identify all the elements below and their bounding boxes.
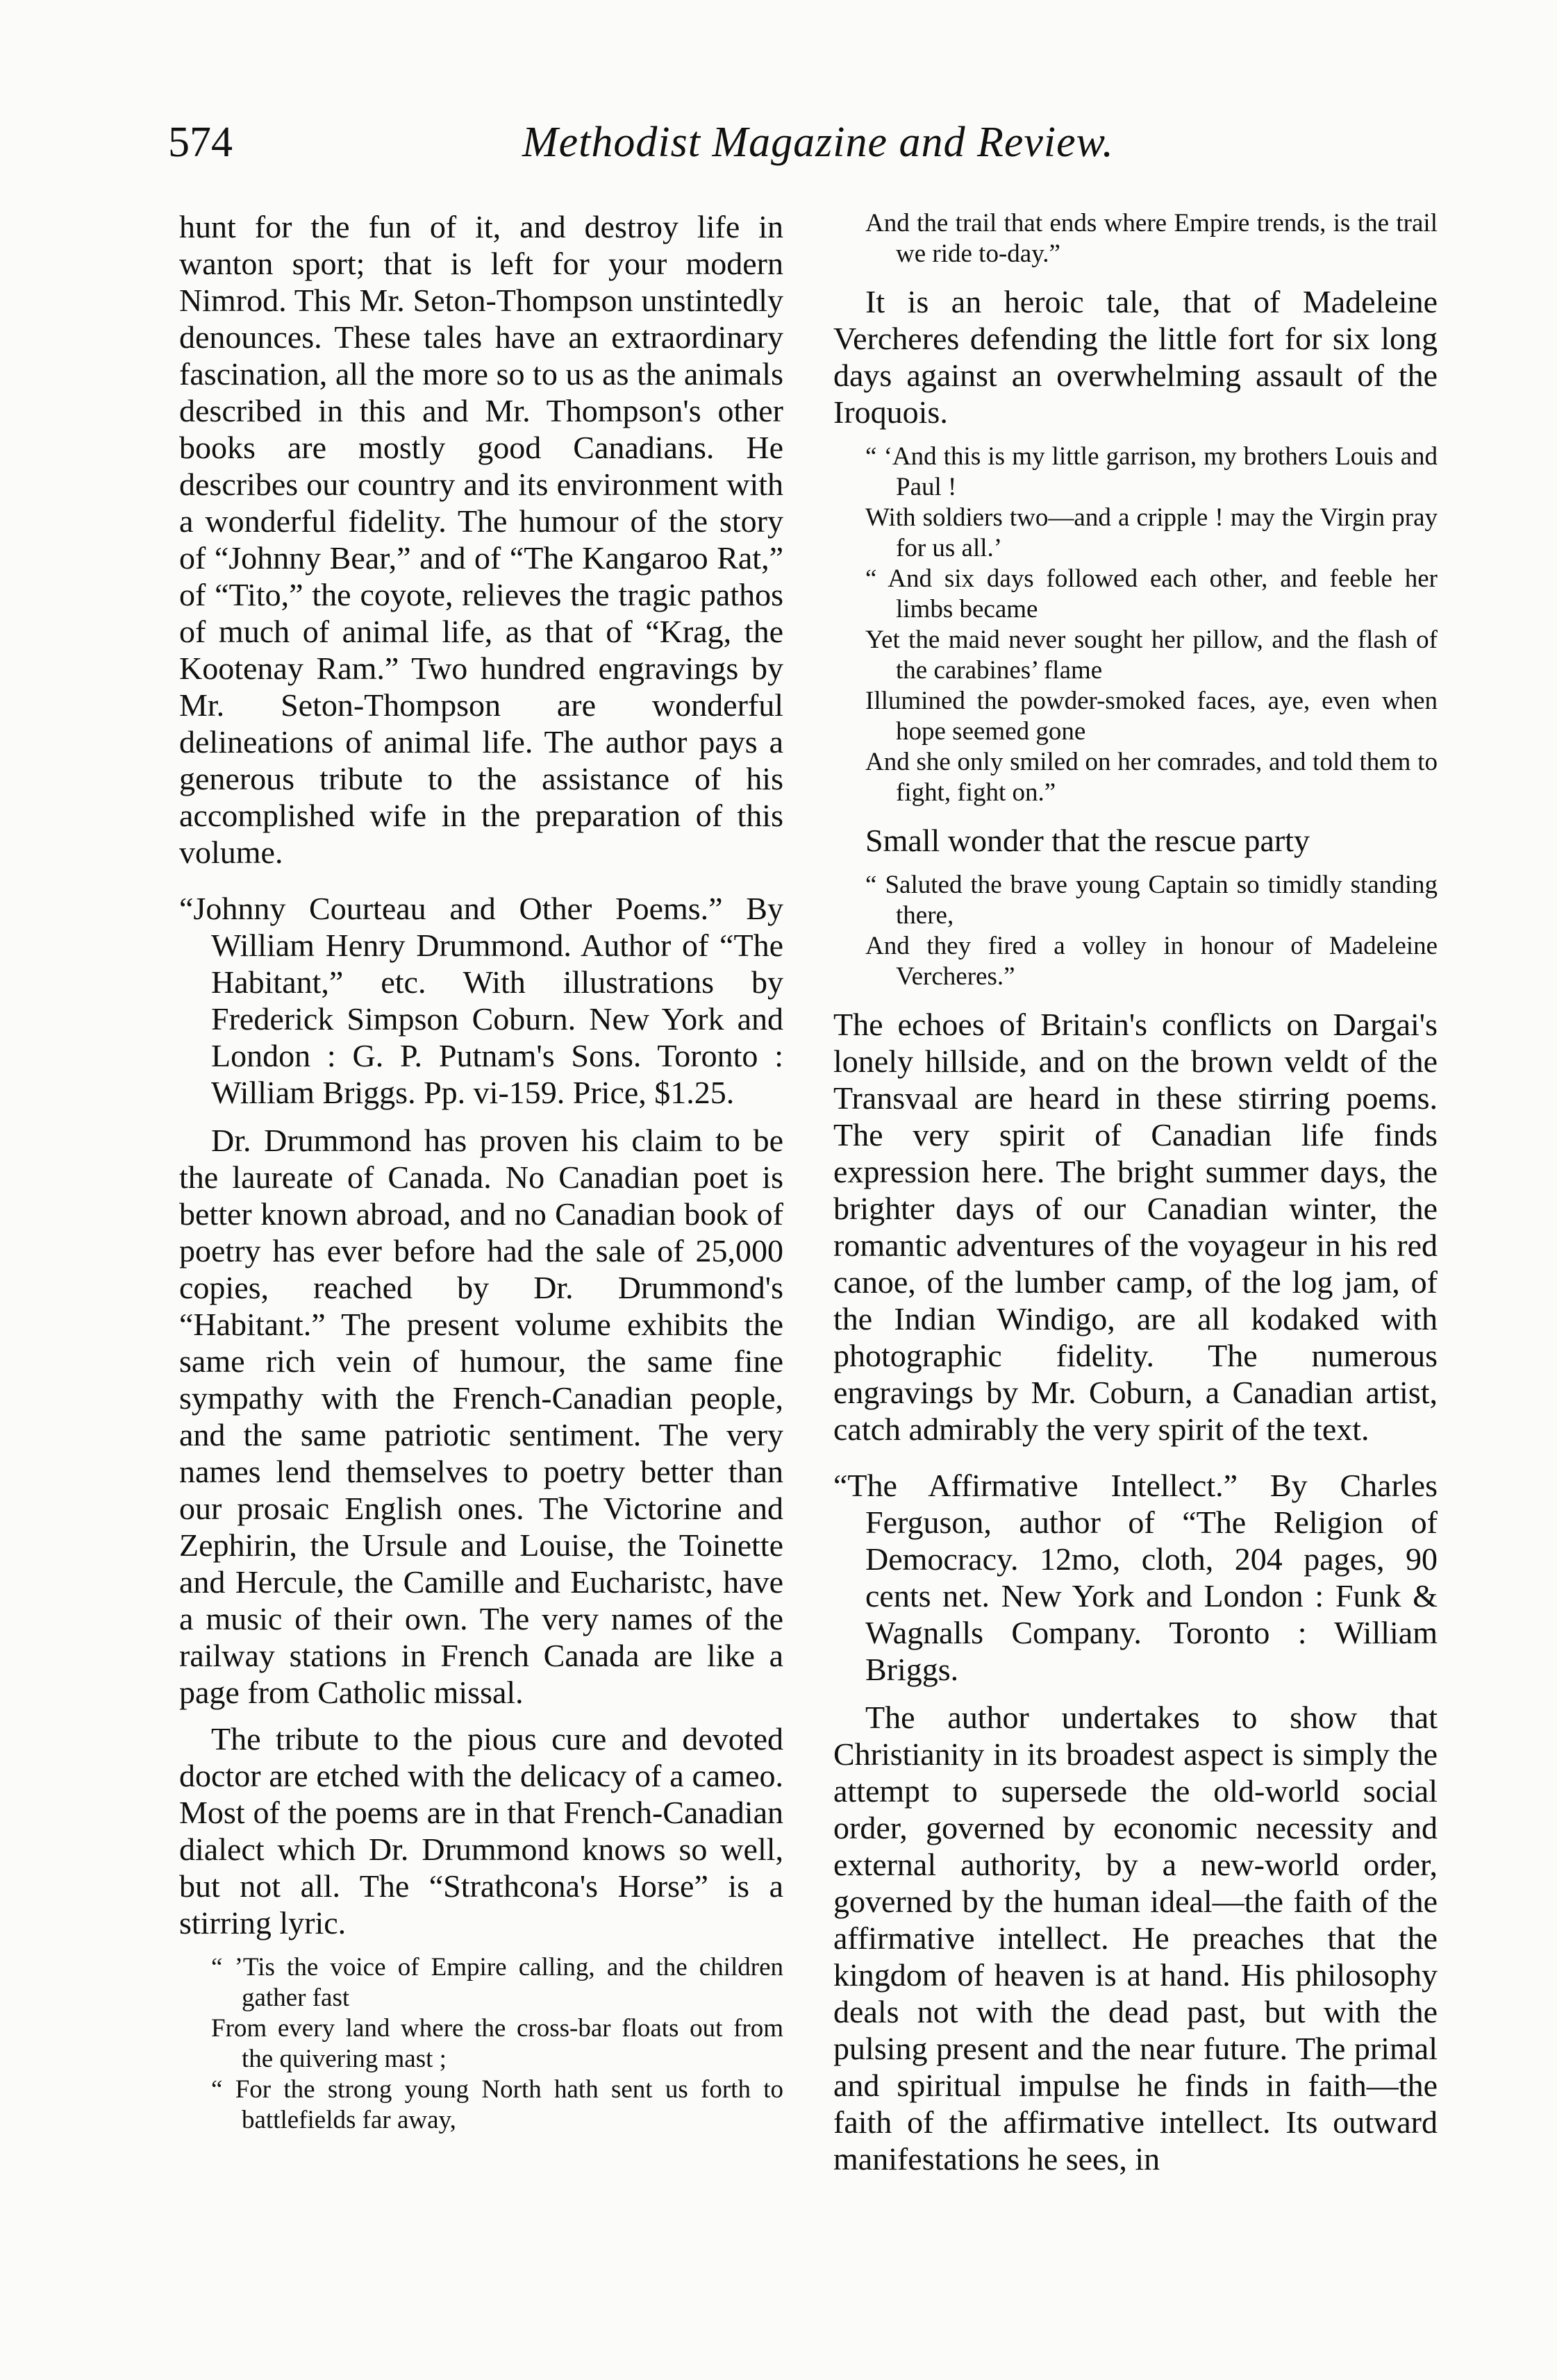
verse-line: And she only smiled on her comrades, and told them to fight, fight on.” (865, 748, 1438, 807)
verse-line: “ And six days followed each other, and feeble her limbs became (865, 564, 1438, 623)
verse-line: “ For the strong young North hath sent us forth to battlefields far away, (211, 2075, 783, 2134)
paragraph: Small wonder that the rescue party (865, 823, 1310, 858)
page-number: 574 (168, 119, 233, 166)
verse-line: With soldiers two—and a cripple ! may the Virgin pray for us all.’ (865, 503, 1438, 562)
paragraph: The echoes of Britain's conflicts on Dargai's lonely hillside, and on the brown veldt of the Transvaal are heard in these stirring poems. The very spirit of Canadian life finds expression here. The bright summer days, the brighter days of our Canadian winter, the romantic adventures of the voyageur in his red canoe, of the lumber camp, of the log jam, of the Indian Windigo, are all kodaked with photographic fidelity. The numerous engravings by Mr. Coburn, a Canadian artist, catch admirably the very spirit of the text. (833, 1007, 1438, 1447)
verse-line: And they fired a volley in honour of Madeleine Vercheres.” (865, 932, 1438, 991)
verse-line: Yet the maid never sought her pillow, and the flash of the carabines’ flame (865, 626, 1438, 685)
page-header (168, 118, 1432, 174)
left-column (179, 208, 783, 2149)
paragraph: hunt for the fun of it, and destroy life in wanton sport; that is left for your modern Nimrod. This Mr. Seton-Thompson unstintedly denounces. These tales have an extraordinary fascination, all the more so to us as the animals described in this and Mr. Thompson's other books are mostly good Canadians. He describes our country and its environment with a wonderful fidelity. The humour of the story of “Johnny Bear,” and of “The Kangaroo Rat,” of “Tito,” the coyote, relieves the tragic pathos of much of animal life, as that of “Krag, the Kootenay Ram.” Two hundred engravings by Mr. Seton-Thompson are wonderful delineations of animal life. The author pays a generous tribute to the assistance of his accomplished wife in the preparation of this volume. (179, 209, 783, 870)
verse-line: “ Saluted the brave young Captain so timidly standing there, (865, 871, 1438, 930)
verse-quotation (833, 442, 1438, 808)
paragraph: Dr. Drummond has proven his claim to be the laureate of Canada. No Canadian poet is better known abroad, and no Canadian book of poetry has ever before had the sale of 25,000 copies, reached by Dr. Drummond's “Habitant.” The present volume exhibits the same rich vein of humour, the same fine sympathy with the French-Canadian people, and the same patriotic sentiment. The very names lend themselves to poetry better than our prosaic English ones. The Victorine and Zephirin, the Ursule and Louise, the Toinette and Hercule, the Camille and Eucharistc, have a music of their own. The very names of the railway stations in French Canada are like a page from Catholic missal. (179, 1123, 783, 1710)
verse-line: Illumined the powder-smoked faces, aye, even when hope seemed gone (865, 687, 1438, 746)
verse-quotation (833, 208, 1438, 269)
bibliographic-entry: “Johnny Courteau and Other Poems.” By William Henry Drummond. Author of “The Habitant,” etc. With illustrations by Frederick Simpson Coburn. New York and London : G. P. Putnam's Sons. Toronto : William Briggs. Pp. vi-159. Price, $1.25. (179, 891, 783, 1110)
verse-line: “ ‘And this is my little garrison, my brothers Louis and Paul ! (865, 442, 1438, 501)
paragraph: The author undertakes to show that Christianity in its broadest aspect is simply the attempt to supersede the old-world social order, governed by economic necessity and external authority, by a new-world order, governed by the human ideal—the faith of the affirmative intellect. He preaches that the kingdom of heaven is at hand. His philosophy deals not with the dead past, but with the pulsing present and the near future. The primal and spiritual impulse he finds in faith—the faith of the affirmative intellect. Its outward manifestations he sees, in (833, 1700, 1438, 2177)
verse-line: From every land where the cross-bar floats out from the quivering mast ; (211, 2014, 783, 2073)
right-column (833, 208, 1438, 2187)
verse-line: And the trail that ends where Empire trends, is the trail we ride to-day.” (865, 209, 1438, 268)
bibliographic-entry: “The Affirmative Intellect.” By Charles Ferguson, author of “The Religion of Democracy. 12mo, cloth, 204 pages, 90 cents net. New York and London : Funk & Wagnalls Company. Toronto : William Briggs. (833, 1468, 1438, 1687)
paragraph: The tribute to the pious cure and devoted doctor are etched with the delicacy of a cameo. Most of the poems are in that French-Canadian dialect which Dr. Drummond knows so well, but not all. The “Strathcona's Horse” is a stirring lyric. (179, 1721, 783, 1941)
verse-quotation (833, 870, 1438, 992)
paragraph: It is an heroic tale, that of Madeleine Vercheres defending the little fort for six long days against an overwhelming assault of the Iroquois. (833, 284, 1438, 430)
running-title: Methodist Magazine and Review. (522, 119, 1114, 166)
verse-line: “ ’Tis the voice of Empire calling, and the children gather fast (211, 1953, 783, 2012)
verse-quotation (179, 1952, 783, 2136)
